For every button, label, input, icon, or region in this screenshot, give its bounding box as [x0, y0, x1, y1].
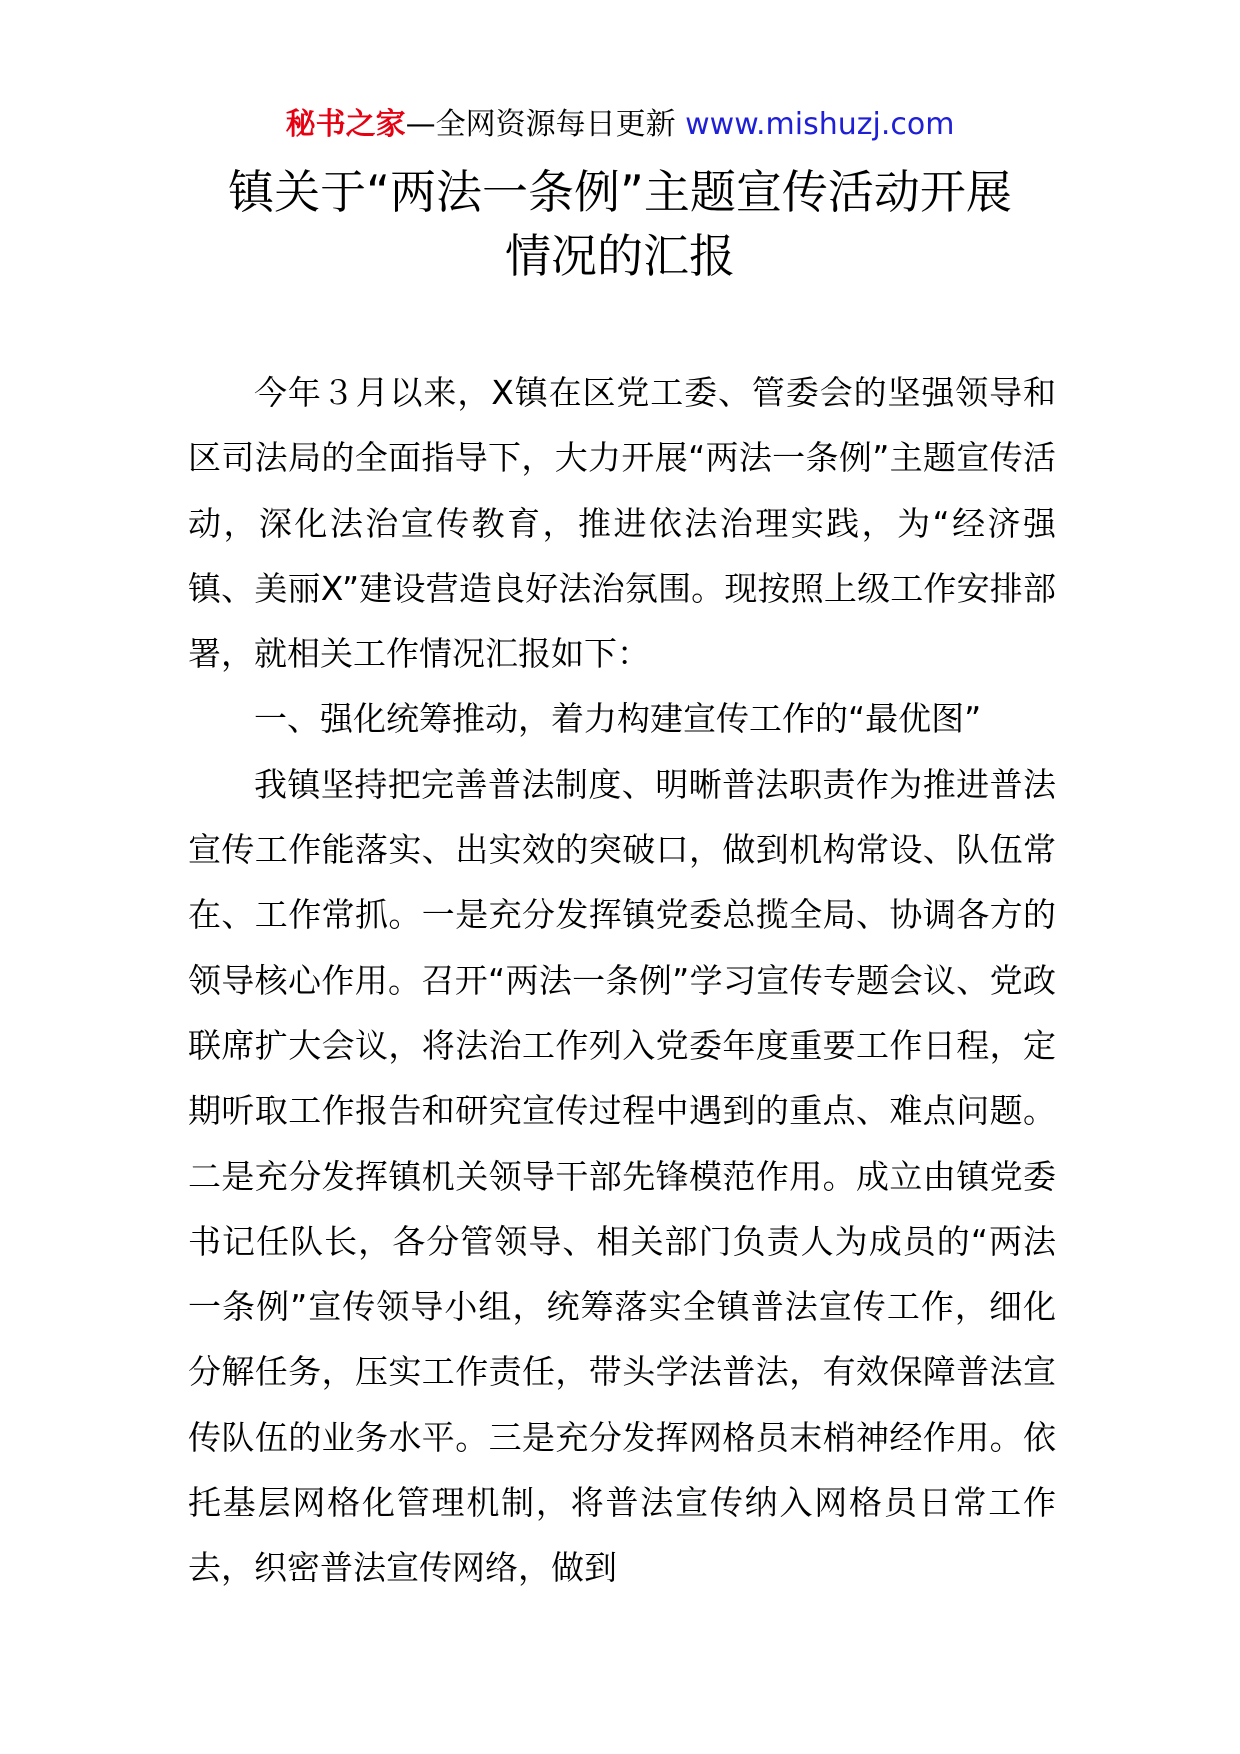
document-title-line-2: 情况的汇报 [505, 229, 735, 283]
site-url-link[interactable]: www.mishuzj.com [685, 107, 955, 142]
document-title-line-1: 镇关于“两法一条例”主题宣传活动开展 [228, 165, 1012, 219]
site-brand: 秘书之家 [285, 107, 406, 142]
section-1-heading: 一、强化统筹推动，着力构建宣传工作的“最优图” [254, 699, 982, 739]
intro-paragraph: 今年３月以来，X镇在区党工委、管委会的坚强领导和区司法局的全面指导下，大力开展“两法一条例”主题宣传活动，深化法治宣传教育，推进依法治理实践，为“经济强镇、美丽X”建设营造良好法治氛围。现按照上级工作安排部署，就相关工作情况汇报如下： [188, 373, 1056, 674]
site-tagline: —全网资源每日更新 [405, 107, 676, 142]
document-title [150, 160, 1090, 288]
site-banner [0, 103, 1240, 147]
document-body [188, 360, 1056, 1601]
section-1-paragraph: 我镇坚持把完善普法制度、明晰普法职责作为推进普法宣传工作能落实、出实效的突破口，做到机构常设、队伍常在、工作常抓。一是充分发挥镇党委总揽全局、协调各方的领导核心作用。召开“两法一条例”学习宣传专题会议、党政联席扩大会议，将法治工作列入党委年度重要工作日程，定期听取工作报告和研究宣传过程中遇到的重点、难点问题。二是充分发挥镇机关领导干部先锋模范作用。成立由镇党委书记任队长，各分管领导、相关部门负责人为成员的“两法一条例”宣传领导小组，统筹落实全镇普法宣传工作，细化分解任务，压实工作责任，带头学法普法，有效保障普法宣传队伍的业务水平。三是充分发挥网格员末梢神经作用。依托基层网格化管理机制，将普法宣传纳入网格员日常工作去，织密普法宣传网络，做到 [188, 764, 1056, 1588]
